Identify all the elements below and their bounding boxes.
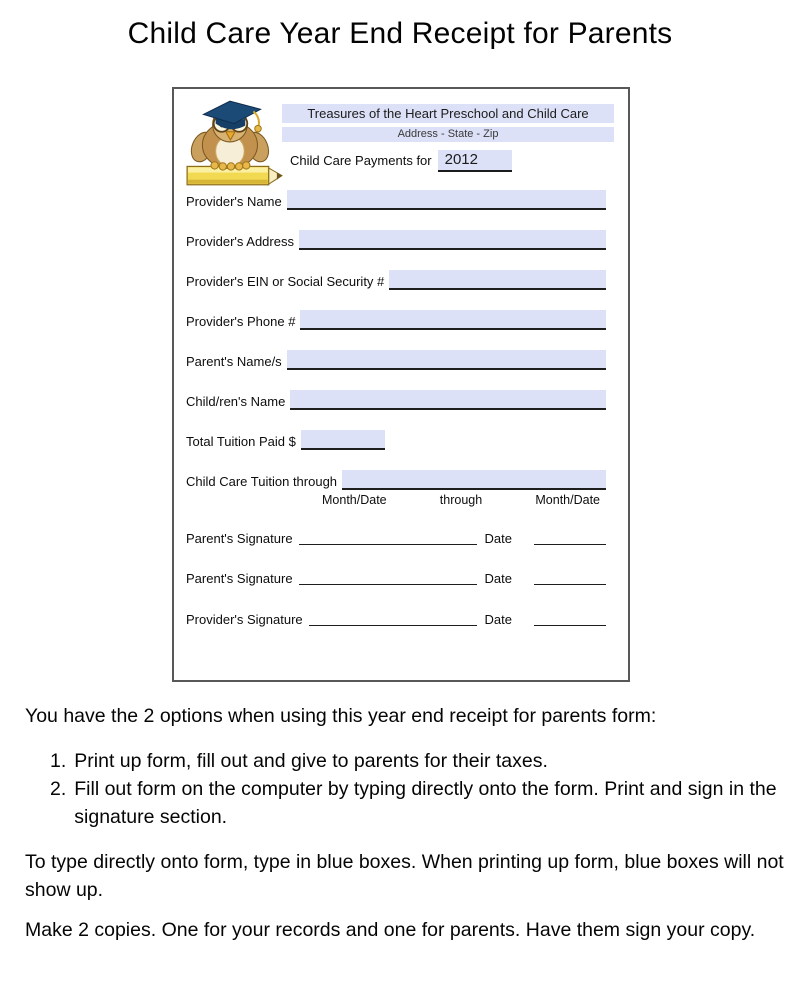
tuition-sublabel-start: Month/Date xyxy=(322,493,387,507)
option-1 xyxy=(50,747,789,775)
total-tuition-label: Total Tuition Paid $ xyxy=(186,434,296,449)
page-title: Child Care Year End Receipt for Parents xyxy=(127,17,673,50)
payments-for-label: Child Care Payments for xyxy=(290,153,432,168)
date-label: Date xyxy=(484,571,512,586)
date-label: Date xyxy=(484,612,512,627)
tuition-range-sublabels xyxy=(322,493,600,507)
provider-ein-input[interactable] xyxy=(389,270,606,290)
field-row-provider-address xyxy=(186,230,606,250)
field-row-provider-name xyxy=(186,190,606,210)
date-line xyxy=(534,533,606,545)
signature-line xyxy=(299,533,477,545)
tuition-sublabel-end: Month/Date xyxy=(535,493,600,507)
provider-signature-row xyxy=(186,610,606,628)
children-name-input[interactable] xyxy=(290,390,606,410)
signature-line xyxy=(299,573,477,585)
parent-signature-row-1 xyxy=(186,529,606,547)
preschool-logo xyxy=(182,93,284,197)
pencil-icon xyxy=(187,166,282,184)
field-row-parent-names xyxy=(186,350,606,370)
field-row-provider-ein xyxy=(186,270,606,290)
instructions-section xyxy=(25,702,789,944)
parent-names-label: Parent's Name/s xyxy=(186,354,282,369)
option-2-text: Fill out form on the computer by typing directly onto the form. Print and sign in the signature section. xyxy=(74,778,777,828)
note-copies: Make 2 copies. One for your records and one for parents. Have them sign your copy. xyxy=(25,919,756,941)
provider-address-label: Provider's Address xyxy=(186,234,294,249)
signature-line xyxy=(309,614,477,626)
tuition-through-input[interactable] xyxy=(342,470,606,490)
parent-signature-label: Parent's Signature xyxy=(186,571,293,586)
provider-signature-label: Provider's Signature xyxy=(186,612,303,627)
provider-name-label: Provider's Name xyxy=(186,194,282,209)
payments-for-row xyxy=(290,150,512,172)
parent-signature-row-2 xyxy=(186,569,606,587)
option-1-text: Print up form, fill out and give to parents for their taxes. xyxy=(74,750,548,772)
option-2 xyxy=(50,775,789,831)
tuition-through-label: Child Care Tuition through xyxy=(186,474,338,489)
tuition-sublabel-through: through xyxy=(439,493,483,507)
field-row-total-tuition xyxy=(186,430,606,450)
parent-names-input[interactable] xyxy=(287,350,606,370)
note-typing: To type directly onto form, type in blue boxes. When printing up form, blue boxes will not show up. xyxy=(25,851,784,901)
org-address-banner: Address - State - Zip xyxy=(282,127,614,142)
field-row-provider-phone xyxy=(186,310,606,330)
year-input[interactable]: 2012 xyxy=(438,150,512,172)
org-name-banner: Treasures of the Heart Preschool and Child Care xyxy=(282,104,614,123)
provider-phone-input[interactable] xyxy=(300,310,606,330)
date-label: Date xyxy=(484,531,512,546)
option-2-number: 2. xyxy=(50,778,67,800)
provider-phone-label: Provider's Phone # xyxy=(186,314,296,329)
field-row-tuition-through xyxy=(186,470,606,490)
provider-name-input[interactable] xyxy=(287,190,606,210)
option-1-number: 1. xyxy=(50,750,67,772)
receipt-form-card xyxy=(172,87,630,682)
parent-signature-label: Parent's Signature xyxy=(186,531,293,546)
provider-address-input[interactable] xyxy=(299,230,606,250)
children-name-label: Child/ren's Name xyxy=(186,394,286,409)
date-line xyxy=(534,573,606,585)
provider-ein-label: Provider's EIN or Social Security # xyxy=(186,274,385,289)
total-tuition-input[interactable] xyxy=(301,430,385,450)
field-row-children-name xyxy=(186,390,606,410)
date-line xyxy=(534,614,606,626)
instructions-intro: You have the 2 options when using this year end receipt for parents form: xyxy=(25,705,657,727)
options-list xyxy=(50,747,789,831)
